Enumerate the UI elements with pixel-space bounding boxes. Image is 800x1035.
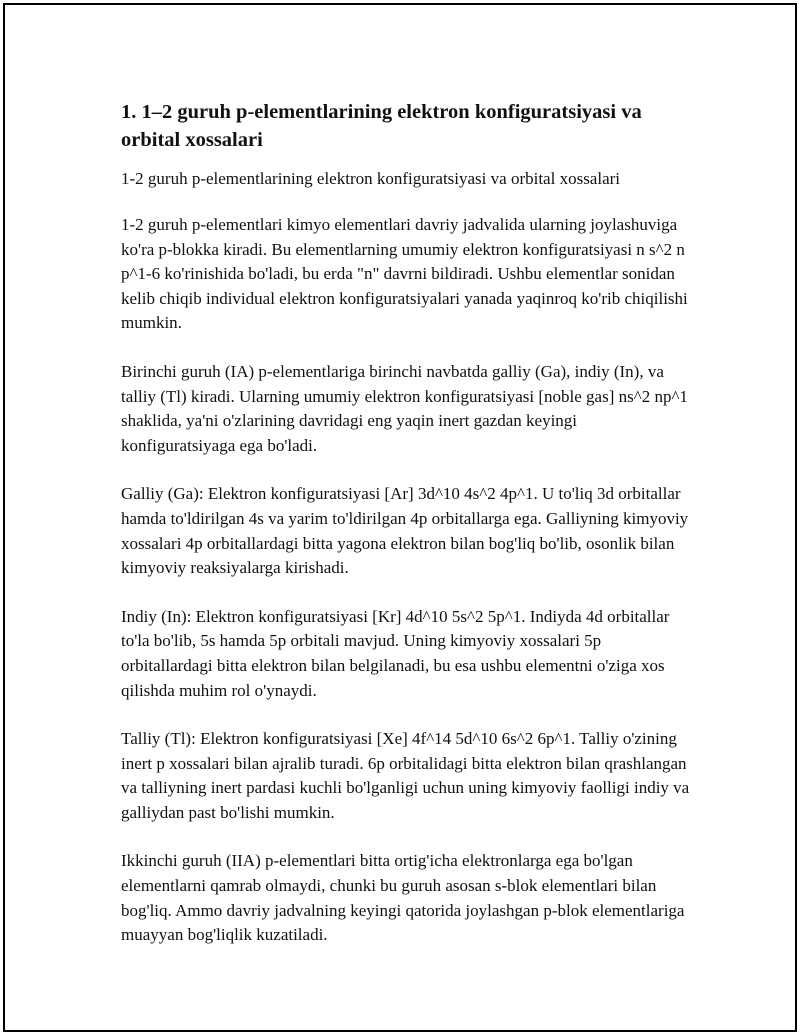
section-subtitle: 1-2 guruh p-elementlarining elektron konfiguratsiyasi va orbital xossalari — [121, 169, 621, 188]
document-body — [121, 98, 691, 972]
paragraph-indium: Indiy (In): Elektron konfiguratsiyasi [Kr] 4d^10 5s^2 5p^1. Indiyda 4d orbitallar to'la bo'lib, 5s hamda 5p orbitali mavjud. Uning kimyoviy xossalari 5p orbitallardagi bitta elektron bilan belgilanadi, bu esa ushbu elementni o'ziga xos qilishda muhim rol o'ynaydi. — [121, 606, 670, 700]
paragraph-intro: 1-2 guruh p-elementlari kimyo elementlari davriy jadvalida ularning joylashuviga ko'ra p-blokka kiradi. Bu elementlarning umumiy elektron konfiguratsiyasi n s^2 n p^1-6 ko'rinishida bo'ladi, bu erda "n" davrni bildiradi. Ushbu elementlar sonidan kelib chiqib individual elektron konfiguratsiyalari yanada yaqinroq ko'rib chiqilishi mumkin. — [121, 215, 688, 333]
section-heading: 1. 1–2 guruh p-elementlarining elektron konfiguratsiyasi va orbital xossalari — [121, 101, 642, 151]
paragraph-thallium: Talliy (Tl): Elektron konfiguratsiyasi [Xe] 4f^14 5d^10 6s^2 6p^1. Talliy o'zining inert p xossalari bilan ajralib turadi. 6p orbitalidagi bitta elektron bilan qrashlangan va talliyning inert pardasi kuchli bo'lganligi uchun uning kimyoviy faolligi indiy va galliydan past bo'lishi mumkin. — [121, 729, 690, 822]
paragraph-group-iia: Ikkinchi guruh (IIA) p-elementlari bitta ortig'icha elektronlarga ega bo'lgan elementlarni qamrab olmaydi, chunki bu guruh asosan s-blok elementlari bilan bog'liq. Ammo davriy jadvalning keyingi qatorida joylashgan p-blok elementlariga muayyan bog'liqlik kuzatiladi. — [121, 851, 685, 945]
paragraph-group-ia: Birinchi guruh (IA) p-elementlariga birinchi navbatda galliy (Ga), indiy (In), va talliy (Tl) kiradi. Ularning umumiy elektron konfiguratsiyasi [noble gas] ns^2 np^1 shaklida, ya'ni o'zlarining davridagi eng yaqin inert gazdan keyingi konfiguratsiyaga ega bo'ladi. — [121, 361, 688, 455]
paragraph-gallium: Galliy (Ga): Elektron konfiguratsiyasi [Ar] 3d^10 4s^2 4p^1. U to'liq 3d orbitallar hamda to'ldirilgan 4s va yarim to'ldirilgan 4p orbitallarga ega. Galliyning kimyoviy xossalari 4p orbitallardagi bitta yagona elektron bilan bog'liq bo'lib, osonlik bilan kimyoviy reaksiyalarga kirishadi. — [121, 484, 689, 578]
page-frame — [3, 3, 797, 1032]
